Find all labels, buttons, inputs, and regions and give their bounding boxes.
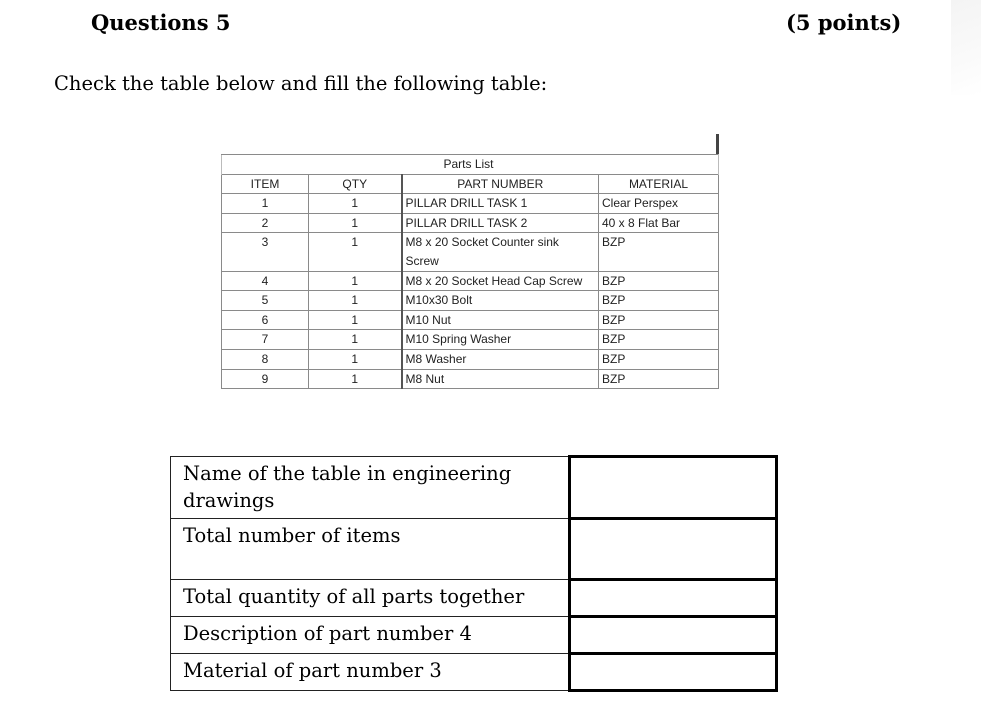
answer-cell[interactable] <box>570 654 777 691</box>
answer-cell[interactable] <box>570 617 777 654</box>
answer-cell[interactable] <box>570 580 777 617</box>
qty-cell: 1 <box>309 369 402 389</box>
table-row <box>222 310 719 330</box>
material-cell: BZP <box>599 271 719 291</box>
question-cell: Total quantity of all parts together <box>171 580 570 617</box>
part-cell: M8 Washer <box>402 349 599 369</box>
col-header-item: ITEM <box>222 174 309 194</box>
item-cell: 9 <box>222 369 309 389</box>
qty-cell: 1 <box>309 349 402 369</box>
part-cell: M8 x 20 Socket Head Cap Screw <box>402 271 599 291</box>
table-row <box>222 194 719 214</box>
qty-cell: 1 <box>309 291 402 311</box>
col-header-material: MATERIAL <box>599 174 719 194</box>
item-cell: 7 <box>222 330 309 350</box>
material-cell: BZP <box>599 369 719 389</box>
corner-decoration <box>951 0 981 95</box>
part-cell: PILLAR DRILL TASK 1 <box>402 194 599 214</box>
material-cell: BZP <box>599 291 719 311</box>
qty-cell: 1 <box>309 271 402 291</box>
answer-row <box>171 617 777 654</box>
material-cell: BZP <box>599 349 719 369</box>
parts-list-title-row <box>222 155 719 175</box>
material-cell: BZP <box>599 330 719 350</box>
qty-cell: 1 <box>309 194 402 214</box>
part-cell: M8 x 20 Socket Counter sink Screw <box>402 233 599 271</box>
question-points: (5 points) <box>786 10 902 35</box>
answer-row <box>171 457 777 519</box>
part-cell: M10 Nut <box>402 310 599 330</box>
table-row <box>222 213 719 233</box>
part-cell: PILLAR DRILL TASK 2 <box>402 213 599 233</box>
part-cell: M8 Nut <box>402 369 599 389</box>
instruction-text: Check the table below and fill the following table: <box>54 72 548 95</box>
question-cell: Material of part number 3 <box>171 654 570 691</box>
qty-cell: 1 <box>309 330 402 350</box>
item-cell: 8 <box>222 349 309 369</box>
answer-cell[interactable] <box>570 457 777 519</box>
material-cell: BZP <box>599 233 719 271</box>
item-cell: 3 <box>222 233 309 271</box>
answer-row <box>171 654 777 691</box>
parts-list-table <box>221 154 719 389</box>
answer-cell[interactable] <box>570 519 777 580</box>
table-row <box>222 271 719 291</box>
item-cell: 4 <box>222 271 309 291</box>
material-cell: BZP <box>599 310 719 330</box>
parts-list-header-row <box>222 174 719 194</box>
question-cell: Name of the table in engineering drawings <box>171 457 570 519</box>
question-title: Questions 5 <box>91 10 231 35</box>
item-cell: 5 <box>222 291 309 311</box>
item-cell: 1 <box>222 194 309 214</box>
frame-edge <box>716 134 719 154</box>
table-row <box>222 233 719 271</box>
answer-row <box>171 519 777 580</box>
item-cell: 2 <box>222 213 309 233</box>
qty-cell: 1 <box>309 233 402 271</box>
answer-row <box>171 580 777 617</box>
table-row <box>222 330 719 350</box>
material-cell: Clear Perspex <box>599 194 719 214</box>
part-cell: M10x30 Bolt <box>402 291 599 311</box>
qty-cell: 1 <box>309 310 402 330</box>
parts-list-image <box>221 134 719 414</box>
qty-cell: 1 <box>309 213 402 233</box>
answer-table <box>170 455 778 692</box>
parts-list-title: Parts List <box>222 155 719 175</box>
part-cell: M10 Spring Washer <box>402 330 599 350</box>
table-row <box>222 291 719 311</box>
question-cell: Description of part number 4 <box>171 617 570 654</box>
table-row <box>222 369 719 389</box>
item-cell: 6 <box>222 310 309 330</box>
col-header-qty: QTY <box>309 174 402 194</box>
col-header-part-number: PART NUMBER <box>402 174 599 194</box>
material-cell: 40 x 8 Flat Bar <box>599 213 719 233</box>
table-row <box>222 349 719 369</box>
question-cell: Total number of items <box>171 519 570 580</box>
